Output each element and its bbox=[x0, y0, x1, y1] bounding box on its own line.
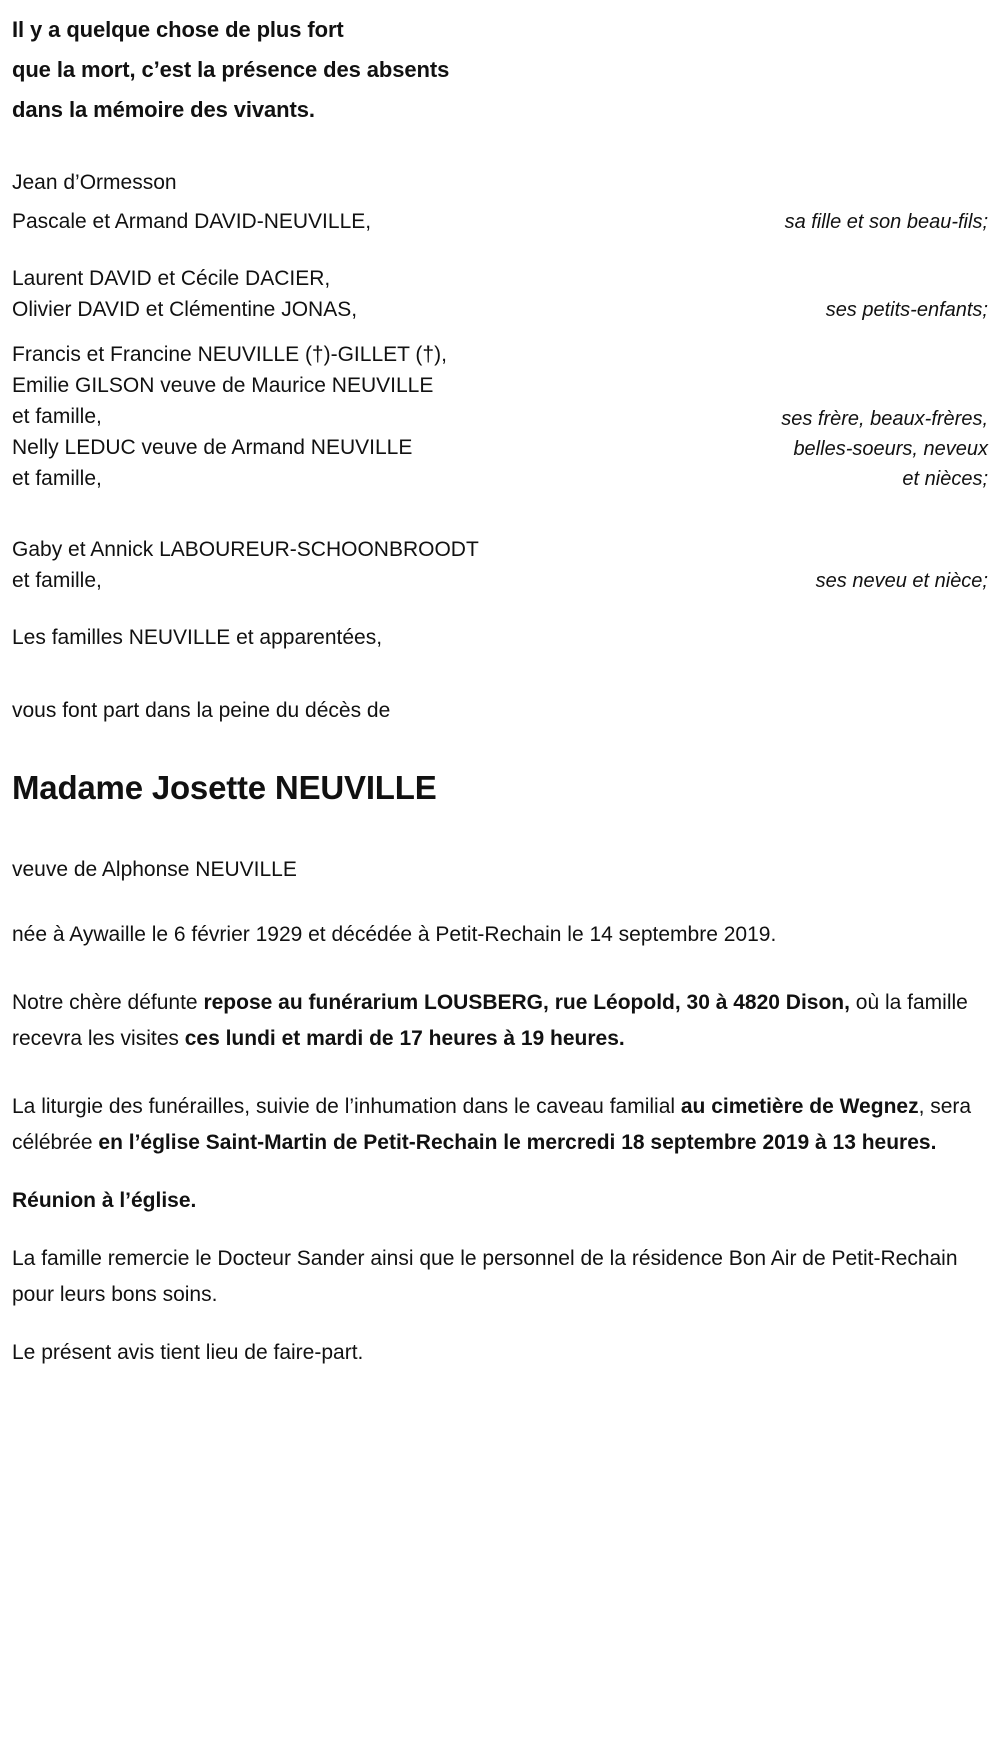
liturgy-paragraph bbox=[12, 1089, 988, 1161]
spacer bbox=[12, 325, 988, 339]
family-names bbox=[12, 263, 371, 325]
epigraph-quote bbox=[12, 10, 988, 130]
wake-location-bold: repose au funérarium LOUSBERG, rue Léopold, 30 à 4820 Dison, bbox=[203, 991, 850, 1014]
family-names bbox=[12, 534, 493, 596]
family-name-line: et famille, bbox=[12, 569, 102, 592]
family-name-line: Laurent DAVID et Cécile DACIER, bbox=[12, 267, 331, 290]
wake-text-2: où la famille recevra les visites bbox=[12, 991, 968, 1050]
spacer bbox=[12, 237, 988, 263]
family-names bbox=[12, 339, 461, 494]
family-list bbox=[12, 206, 988, 596]
family-name-line: Nelly LEDUC veuve de Armand NEUVILLE bbox=[12, 436, 413, 459]
wake-text-1: Notre chère défunte bbox=[12, 991, 204, 1014]
notice-line: Le présent avis tient lieu de faire-part. bbox=[12, 1341, 364, 1364]
deceased-name: Madame Josette NEUVILLE bbox=[12, 769, 437, 806]
family-name-line: et famille, bbox=[12, 405, 102, 428]
epigraph-line-2: que la mort, c’est la présence des absents bbox=[12, 57, 450, 82]
related-families-line: Les familles NEUVILLE et apparentées, bbox=[12, 626, 383, 649]
spacer bbox=[12, 494, 988, 534]
family-name-line: Gaby et Annick LABOUREUR-SCHOONBROODT bbox=[12, 538, 479, 561]
thanks-paragraph: La famille remercie le Docteur Sander ainsi que le personnel de la résidence Bon Air de Petit-Rechain pour leurs bons soins. bbox=[12, 1247, 958, 1306]
family-name-line: Olivier DAVID et Clémentine JONAS, bbox=[12, 298, 358, 321]
family-name-line: Pascale et Armand DAVID-NEUVILLE, bbox=[12, 210, 372, 233]
family-relation-label: ses petits-enfants; bbox=[825, 299, 988, 321]
family-name-line: et famille, bbox=[12, 467, 102, 490]
family-group-grandchildren bbox=[12, 263, 988, 325]
epigraph-line-1: Il y a quelque chose de plus fort bbox=[12, 17, 344, 42]
cemetery-bold: au cimetière de Wegnez bbox=[680, 1095, 919, 1118]
wake-paragraph bbox=[12, 985, 988, 1057]
epigraph-attribution: Jean d’Ormesson bbox=[12, 171, 177, 194]
family-relation-label: sa fille et son beau-fils; bbox=[784, 211, 988, 233]
family-group-nephew-niece bbox=[12, 534, 988, 596]
birth-death-line: née à Aywaille le 6 février 1929 et décédée à Petit-Rechain le 14 septembre 2019. bbox=[12, 923, 777, 946]
family-names bbox=[12, 206, 385, 237]
epigraph-line-3: dans la mémoire des vivants. bbox=[12, 97, 315, 122]
meeting-text: Réunion à l’église. bbox=[12, 1189, 197, 1212]
family-name-line: Emilie GILSON veuve de Maurice NEUVILLE bbox=[12, 374, 434, 397]
wake-hours-bold: ces lundi et mardi de 17 heures à 19 heures. bbox=[184, 1027, 625, 1050]
church-datetime-bold: en l’église Saint-Martin de Petit-Rechain le mercredi 18 septembre 2019 à 13 heures. bbox=[98, 1131, 937, 1154]
widow-of-line: veuve de Alphonse NEUVILLE bbox=[12, 858, 297, 881]
family-relation-label: ses frère, beaux-frères, belles-soeurs, neveux et nièces; bbox=[781, 408, 988, 490]
family-relation-label: ses neveu et nièce; bbox=[815, 570, 988, 592]
meeting-line bbox=[12, 1183, 988, 1219]
family-group-daughter bbox=[12, 206, 988, 237]
family-group-siblings bbox=[12, 339, 988, 494]
liturgy-text-1: La liturgie des funérailles, suivie de l’inhumation dans le caveau familial bbox=[12, 1095, 681, 1118]
liturgy-text-2: , sera célébrée bbox=[12, 1095, 972, 1154]
announcement-lead: vous font part dans la peine du décès de bbox=[12, 699, 391, 722]
family-name-line: Francis et Francine NEUVILLE (†)-GILLET (†), bbox=[12, 343, 447, 366]
